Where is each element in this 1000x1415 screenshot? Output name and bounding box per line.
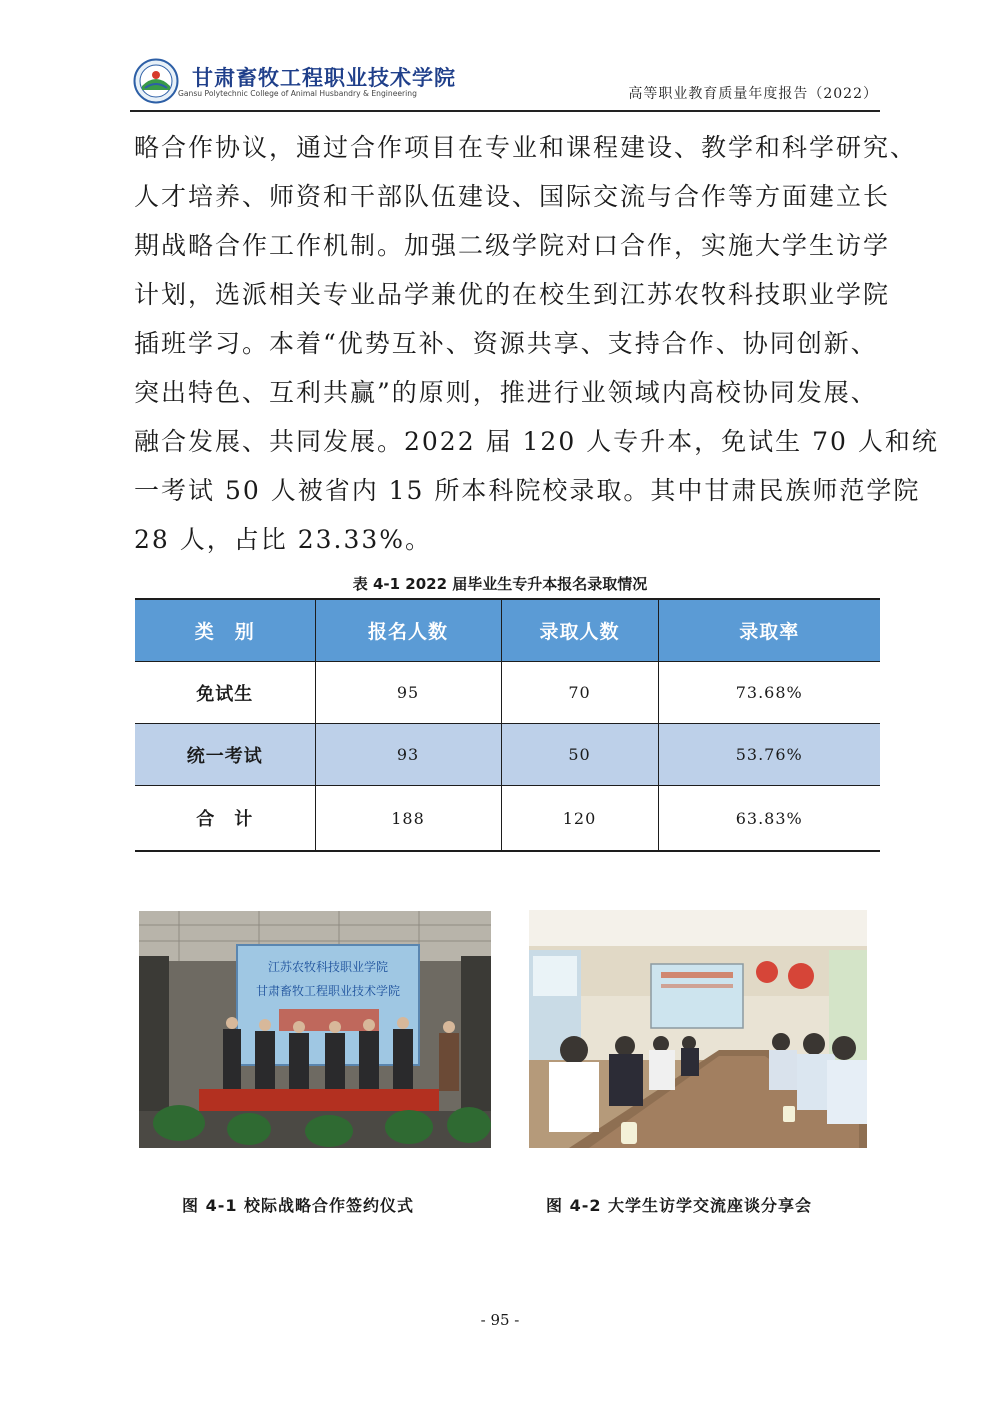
paragraph-line: 期战略合作工作机制。加强二级学院对口合作，实施大学生访学: [134, 231, 891, 260]
table-cell: 免试生: [135, 662, 315, 724]
school-name-cn: 甘肃畜牧工程职业技术学院: [192, 66, 456, 90]
figure-caption-2: 图 4-2 大学生访学交流座谈分享会: [546, 1196, 813, 1215]
admission-table: [135, 598, 880, 852]
table-cell: 120: [501, 786, 658, 852]
paragraph-line: 突出特色、互利共赢”的原则，推进行业领域内高校协同发展、: [134, 378, 878, 407]
table-cell: 统一考试: [135, 724, 315, 786]
header-category: 类 别: [135, 599, 315, 662]
table-cell: 93: [315, 724, 501, 786]
paragraph-line: 人才培养、师资和干部队伍建设、国际交流与合作等方面建立长: [134, 182, 891, 211]
paragraph-line: 插班学习。本着“优势互补、资源共享、支持合作、协同创新、: [134, 329, 878, 358]
banner-line-1: 江苏农牧科技职业学院: [267, 960, 389, 974]
paragraph-line: 28 人，占比 23.33%。: [134, 525, 433, 554]
table-cell: 63.83%: [658, 786, 880, 852]
header-applicants: 报名人数: [315, 599, 501, 662]
paragraph-line: 略合作协议，通过合作项目在专业和课程建设、教学和科学研究、: [134, 133, 918, 162]
school-name-en: Gansu Polytechnic College of Animal Husbandry & Engineering: [178, 89, 417, 98]
table-cell: 70: [501, 662, 658, 724]
header-admitted: 录取人数: [501, 599, 658, 662]
table-row: [135, 786, 880, 852]
page-number: - 95 -: [480, 1311, 520, 1329]
header-rate: 录取率: [658, 599, 880, 662]
table-caption: 表 4-1 2022 届毕业生专升本报名录取情况: [352, 575, 648, 593]
figure-caption-1: 图 4-1 校际战略合作签约仪式: [182, 1196, 415, 1215]
body-paragraph: [134, 128, 939, 569]
table-cell: 188: [315, 786, 501, 852]
table-cell: 50: [501, 724, 658, 786]
paragraph-line: 融合发展、共同发展。2022 届 120 人专升本，免试生 70 人和统: [134, 427, 939, 456]
banner-line-2: 甘肃畜牧工程职业技术学院: [255, 984, 401, 998]
report-title: 高等职业教育质量年度报告（2022）: [628, 86, 878, 102]
signing-ceremony-photo: [139, 911, 491, 1148]
table-row: [135, 724, 880, 786]
page-header: [130, 52, 880, 112]
table-header-row: [135, 599, 880, 662]
paragraph-line: 一考试 50 人被省内 15 所本科院校录取。其中甘肃民族师范学院: [134, 476, 921, 505]
table-row: [135, 662, 880, 724]
college-logo: [133, 58, 179, 104]
seminar-photo: [529, 910, 867, 1148]
table-cell: 73.68%: [658, 662, 880, 724]
table-cell: 53.76%: [658, 724, 880, 786]
table-cell: 95: [315, 662, 501, 724]
table-cell: 合 计: [135, 786, 315, 852]
paragraph-line: 计划，选派相关专业品学兼优的在校生到江苏农牧科技职业学院: [134, 280, 891, 309]
